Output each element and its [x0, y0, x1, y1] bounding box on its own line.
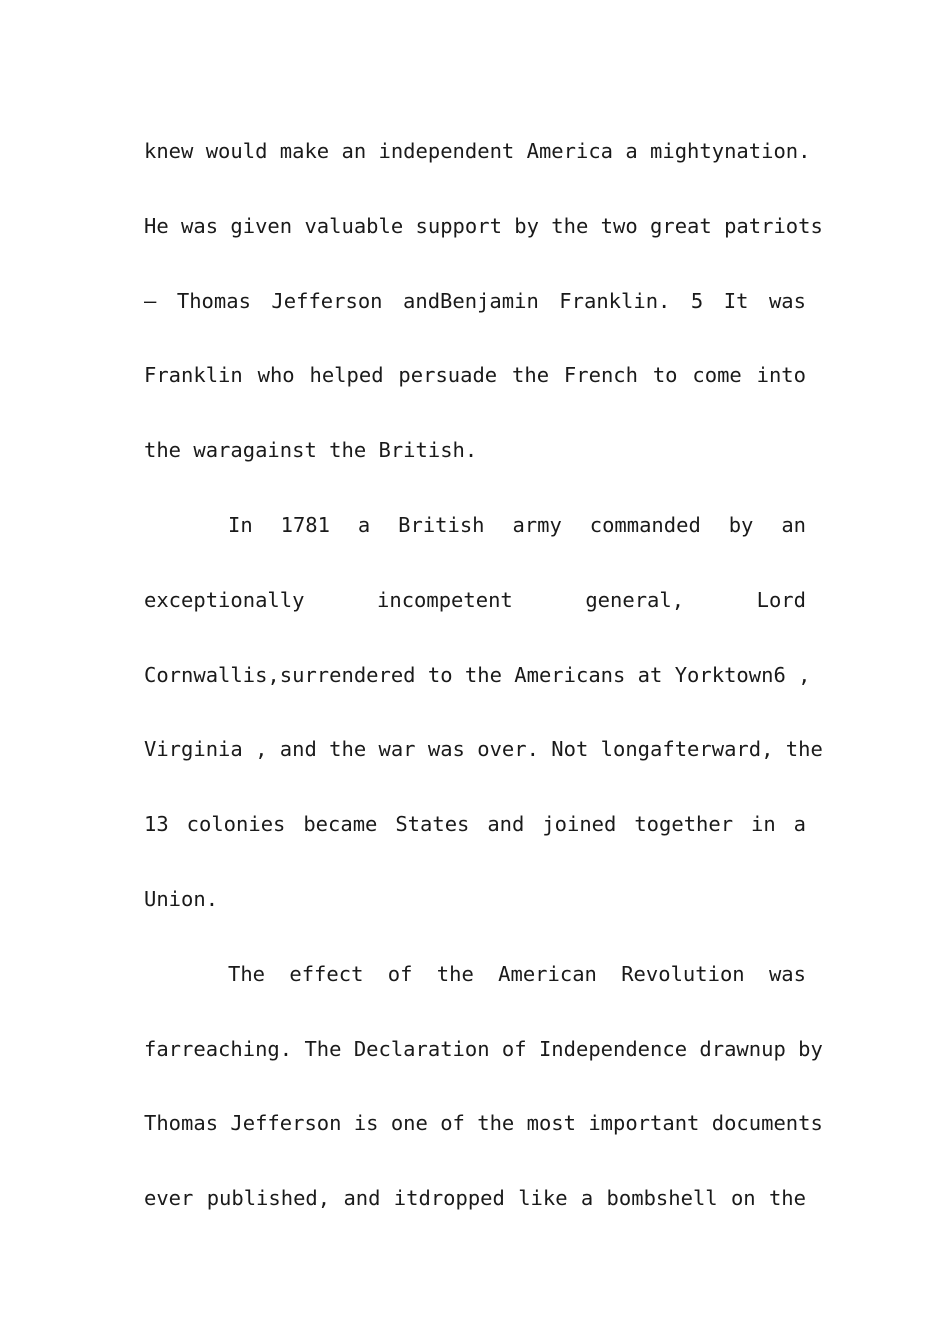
- text-line-12: The effect of the American Revolution was: [228, 961, 806, 986]
- text-line-8: Cornwallis,surrendered to the Americans at Yorktown6 ,: [144, 662, 811, 687]
- text-line-9: Virginia , and the war was over. Not longafterward, the: [144, 737, 823, 762]
- text-line-3: — Thomas Jefferson andBenjamin Franklin. 5 It was: [144, 288, 806, 313]
- text-line-7: exceptionally incompetent general, Lord: [144, 587, 806, 612]
- text-line-11: Union.: [144, 886, 219, 911]
- text-line-13: farreaching. The Declaration of Independence drawnup by: [144, 1036, 823, 1061]
- text-line-2: He was given valuable support by the two great patriots: [144, 213, 823, 238]
- text-line-5: the waragainst the British.: [144, 438, 478, 463]
- document-text: [144, 114, 823, 1236]
- text-line-4: Franklin who helped persuade the French to come into: [144, 363, 806, 388]
- text-line-6: In 1781 a British army commanded by an: [228, 512, 806, 537]
- text-line-14: Thomas Jefferson is one of the most important documents: [144, 1111, 823, 1136]
- text-line-15: ever published, and itdropped like a bombshell on the: [144, 1186, 806, 1211]
- text-line-10: 13 colonies became States and joined together in a: [144, 812, 806, 837]
- text-line-1: knew would make an independent America a mightynation.: [144, 139, 811, 163]
